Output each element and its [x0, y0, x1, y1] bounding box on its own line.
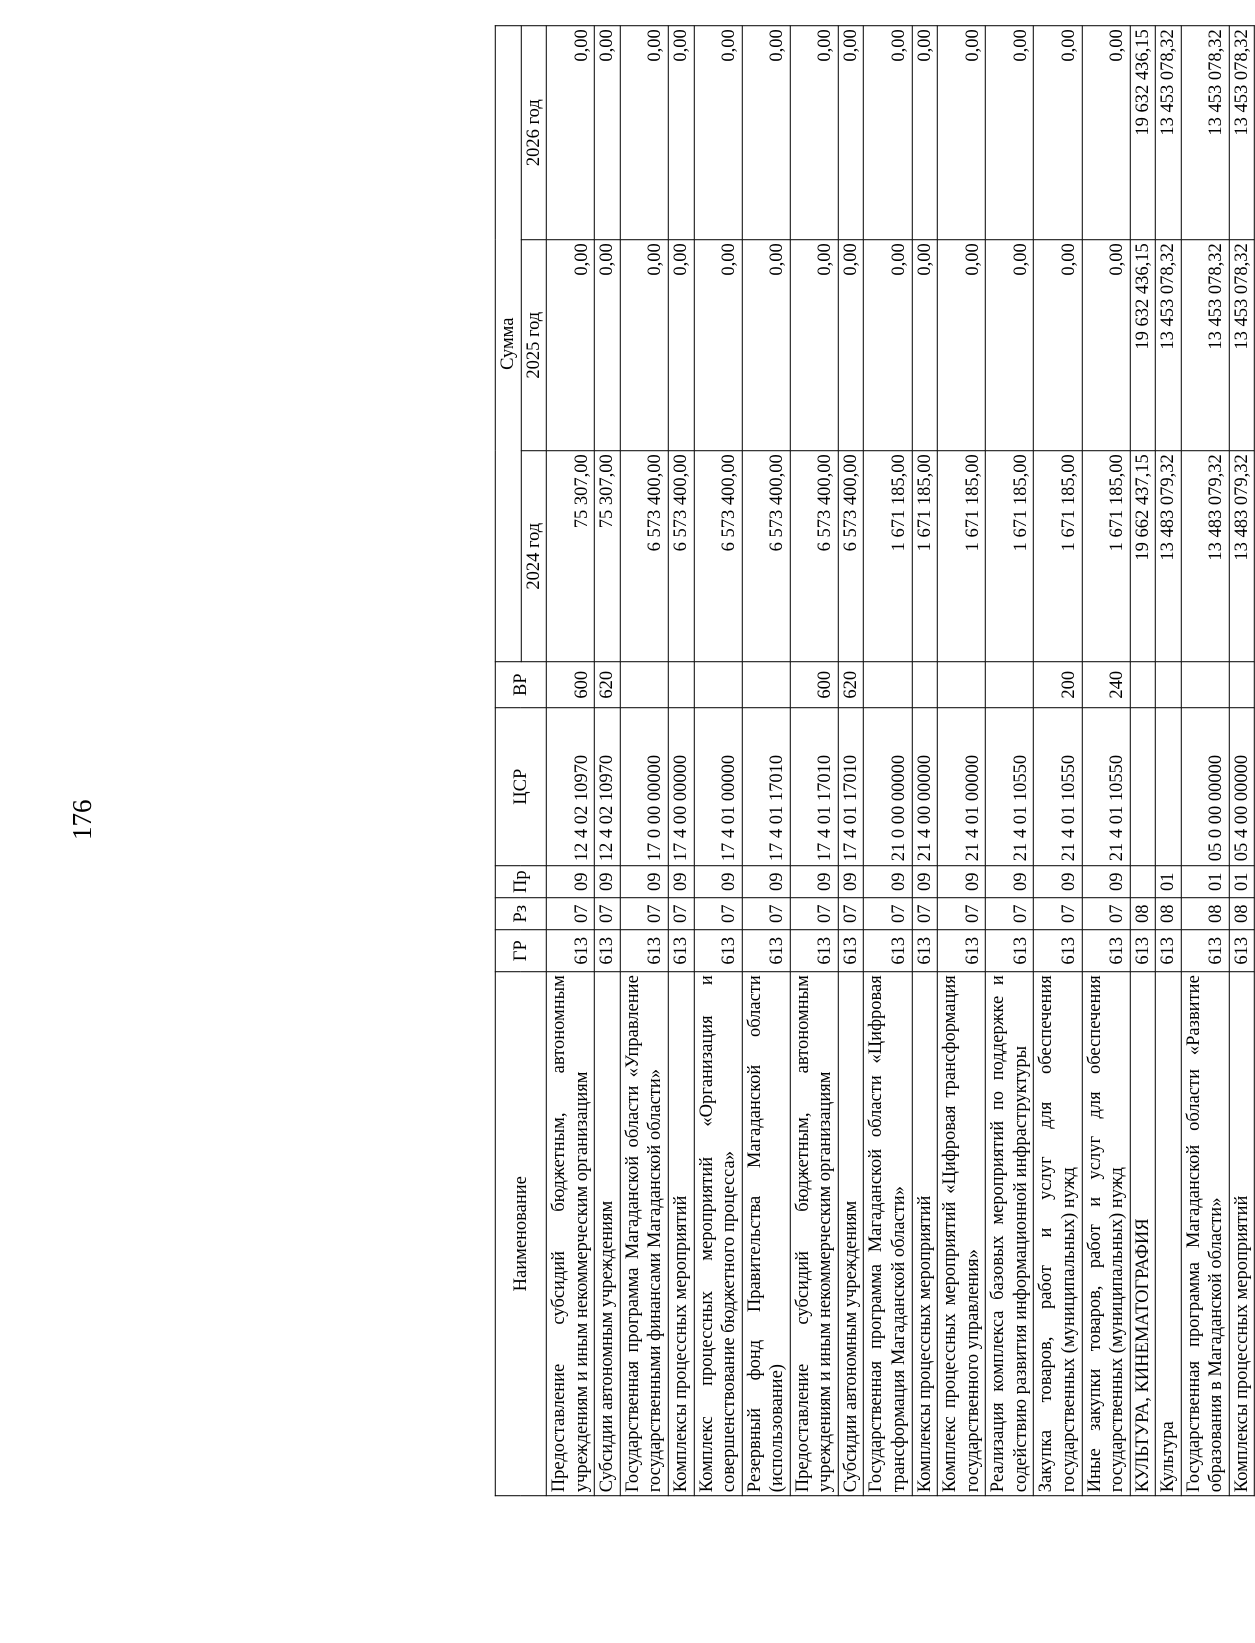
cell-pr: 09 — [694, 866, 742, 898]
cell-amount-2025: 0,00 — [694, 240, 742, 451]
cell-amount-2024: 1 671 185,00 — [937, 451, 985, 662]
cell-amount-2026: 0,00 — [694, 26, 742, 240]
cell-csr: 21 4 01 00000 — [937, 708, 985, 866]
cell-rz: 08 — [1229, 898, 1255, 930]
cell-gr: 613 — [1181, 930, 1229, 972]
cell-name: Реализация комплекса базовых мероприятий по поддержке и содействию развития информационной инфраструктуры — [986, 972, 1034, 1496]
cell-vr — [912, 662, 938, 708]
cell-pr — [1130, 866, 1156, 898]
cell-amount-2025: 0,00 — [1082, 240, 1130, 451]
cell-vr — [620, 662, 668, 708]
cell-gr: 613 — [1034, 930, 1082, 972]
cell-name: Комплексы процессных мероприятий — [912, 972, 938, 1496]
cell-rz: 07 — [986, 898, 1034, 930]
cell-name: Государственная программа Магаданской области «Цифровая трансформация Магаданской области» — [864, 972, 912, 1496]
table-row — [912, 26, 938, 1496]
cell-gr: 613 — [1130, 930, 1156, 972]
header-year-2024: 2024 год — [521, 451, 547, 662]
cell-vr — [668, 662, 694, 708]
cell-rz: 08 — [1130, 898, 1156, 930]
cell-vr — [1130, 662, 1156, 708]
cell-vr — [1155, 662, 1181, 708]
cell-amount-2024: 6 573 400,00 — [838, 451, 864, 662]
cell-amount-2025: 0,00 — [595, 240, 621, 451]
cell-gr: 613 — [790, 930, 838, 972]
cell-vr: 620 — [595, 662, 621, 708]
cell-csr: 17 4 01 17010 — [742, 708, 790, 866]
cell-amount-2024: 13 483 079,32 — [1181, 451, 1229, 662]
cell-pr: 09 — [838, 866, 864, 898]
table-row — [937, 26, 985, 1496]
cell-csr: 21 4 01 10550 — [1082, 708, 1130, 866]
cell-vr: 200 — [1034, 662, 1082, 708]
cell-amount-2025: 0,00 — [620, 240, 668, 451]
cell-pr: 09 — [912, 866, 938, 898]
table-row — [694, 26, 742, 1496]
cell-rz: 07 — [742, 898, 790, 930]
cell-amount-2025: 13 453 078,32 — [1155, 240, 1181, 451]
table-row — [838, 26, 864, 1496]
cell-csr: 17 0 00 00000 — [620, 708, 668, 866]
cell-vr: 600 — [546, 662, 594, 708]
cell-rz: 07 — [838, 898, 864, 930]
table-row — [1155, 26, 1181, 1496]
header-year-2025: 2025 год — [521, 240, 547, 451]
cell-name: Резервный фонд Правительства Магаданской области (использование) — [742, 972, 790, 1496]
cell-amount-2024: 75 307,00 — [546, 451, 594, 662]
cell-csr: 17 4 01 17010 — [838, 708, 864, 866]
cell-vr: 620 — [838, 662, 864, 708]
cell-amount-2026: 0,00 — [838, 26, 864, 240]
cell-csr: 21 4 00 00000 — [912, 708, 938, 866]
cell-gr: 613 — [864, 930, 912, 972]
cell-amount-2026: 0,00 — [790, 26, 838, 240]
cell-csr — [1130, 708, 1156, 866]
cell-amount-2026: 0,00 — [986, 26, 1034, 240]
table-row — [742, 26, 790, 1496]
cell-rz: 07 — [668, 898, 694, 930]
cell-rz: 07 — [694, 898, 742, 930]
cell-amount-2025: 0,00 — [937, 240, 985, 451]
cell-gr: 613 — [694, 930, 742, 972]
cell-csr: 21 4 01 10550 — [1034, 708, 1082, 866]
cell-amount-2026: 0,00 — [864, 26, 912, 240]
cell-csr: 12 4 02 10970 — [595, 708, 621, 866]
cell-vr — [986, 662, 1034, 708]
cell-name: Комплекс процессных мероприятий «Организация и совершенствование бюджетного процесса» — [694, 972, 742, 1496]
cell-amount-2024: 6 573 400,00 — [694, 451, 742, 662]
cell-pr: 09 — [986, 866, 1034, 898]
cell-amount-2025: 0,00 — [668, 240, 694, 451]
table-row — [668, 26, 694, 1496]
cell-pr: 09 — [864, 866, 912, 898]
cell-amount-2025: 0,00 — [986, 240, 1034, 451]
cell-pr: 09 — [595, 866, 621, 898]
cell-pr: 09 — [790, 866, 838, 898]
cell-amount-2024: 6 573 400,00 — [620, 451, 668, 662]
header-csr: ЦСР — [495, 708, 546, 866]
cell-amount-2025: 19 632 436,15 — [1130, 240, 1156, 451]
cell-amount-2024: 1 671 185,00 — [1034, 451, 1082, 662]
cell-name: Субсидии автономным учреждениям — [838, 972, 864, 1496]
cell-rz: 07 — [912, 898, 938, 930]
cell-rz: 07 — [595, 898, 621, 930]
cell-csr: 17 4 01 17010 — [790, 708, 838, 866]
cell-csr — [1155, 708, 1181, 866]
cell-amount-2026: 19 632 436,15 — [1130, 26, 1156, 240]
cell-amount-2024: 1 671 185,00 — [912, 451, 938, 662]
header-rz: Рз — [495, 898, 546, 930]
cell-amount-2025: 13 453 078,32 — [1229, 240, 1255, 451]
cell-gr: 613 — [620, 930, 668, 972]
cell-pr: 09 — [937, 866, 985, 898]
cell-amount-2025: 0,00 — [546, 240, 594, 451]
cell-amount-2026: 0,00 — [912, 26, 938, 240]
cell-pr: 09 — [620, 866, 668, 898]
cell-amount-2025: 0,00 — [864, 240, 912, 451]
cell-vr: 600 — [790, 662, 838, 708]
cell-gr: 613 — [986, 930, 1034, 972]
cell-name: Предоставление субсидий бюджетным, автономным учреждениям и иным некоммерческим организациям — [790, 972, 838, 1496]
cell-vr — [1229, 662, 1255, 708]
cell-amount-2024: 75 307,00 — [595, 451, 621, 662]
budget-table — [495, 25, 1255, 1496]
cell-gr: 613 — [937, 930, 985, 972]
cell-vr: 240 — [1082, 662, 1130, 708]
budget-table-container — [495, 26, 1255, 1496]
cell-rz: 07 — [864, 898, 912, 930]
table-row — [546, 26, 594, 1496]
cell-name: КУЛЬТУРА, КИНЕМАТОГРАФИЯ — [1130, 972, 1156, 1496]
cell-csr: 21 4 01 10550 — [986, 708, 1034, 866]
cell-csr: 17 4 01 00000 — [694, 708, 742, 866]
cell-gr: 613 — [668, 930, 694, 972]
cell-amount-2025: 0,00 — [912, 240, 938, 451]
cell-amount-2025: 13 453 078,32 — [1181, 240, 1229, 451]
table-row — [1229, 26, 1255, 1496]
cell-pr: 09 — [668, 866, 694, 898]
cell-amount-2024: 1 671 185,00 — [864, 451, 912, 662]
table-row — [1181, 26, 1229, 1496]
cell-gr: 613 — [1082, 930, 1130, 972]
cell-rz: 07 — [1034, 898, 1082, 930]
cell-rz: 07 — [546, 898, 594, 930]
page-number: 176 — [67, 799, 97, 840]
cell-csr: 17 4 00 00000 — [668, 708, 694, 866]
cell-pr: 01 — [1181, 866, 1229, 898]
cell-name: Закупка товаров, работ и услуг для обеспечения государственных (муниципальных) нужд — [1034, 972, 1082, 1496]
header-vr: ВР — [495, 662, 546, 708]
table-row — [620, 26, 668, 1496]
cell-rz: 07 — [790, 898, 838, 930]
cell-amount-2026: 13 453 078,32 — [1155, 26, 1181, 240]
cell-amount-2026: 13 453 078,32 — [1181, 26, 1229, 240]
cell-amount-2026: 0,00 — [620, 26, 668, 240]
table-row — [595, 26, 621, 1496]
cell-name: Комплекс процессных мероприятий «Цифровая трансформация государственного управления» — [937, 972, 985, 1496]
cell-amount-2024: 6 573 400,00 — [742, 451, 790, 662]
header-sum: Сумма — [495, 26, 521, 662]
header-pr: Пр — [495, 866, 546, 898]
cell-name: Комплексы процессных мероприятий — [1229, 972, 1255, 1496]
cell-vr — [694, 662, 742, 708]
cell-gr: 613 — [595, 930, 621, 972]
cell-pr: 09 — [1082, 866, 1130, 898]
cell-pr: 01 — [1229, 866, 1255, 898]
cell-gr: 613 — [1229, 930, 1255, 972]
cell-csr: 05 0 00 00000 — [1181, 708, 1229, 866]
cell-amount-2025: 0,00 — [790, 240, 838, 451]
cell-rz: 07 — [620, 898, 668, 930]
cell-name: Государственная программа Магаданской области «Управление государственными финансами Магаданской области» — [620, 972, 668, 1496]
cell-vr — [864, 662, 912, 708]
cell-amount-2026: 0,00 — [595, 26, 621, 240]
cell-amount-2026: 0,00 — [1082, 26, 1130, 240]
cell-amount-2026: 0,00 — [1034, 26, 1082, 240]
cell-gr: 613 — [742, 930, 790, 972]
cell-csr: 12 4 02 10970 — [546, 708, 594, 866]
cell-amount-2026: 13 453 078,32 — [1229, 26, 1255, 240]
cell-amount-2024: 1 671 185,00 — [1082, 451, 1130, 662]
table-row — [864, 26, 912, 1496]
header-year-2026: 2026 год — [521, 26, 547, 240]
table-row — [1034, 26, 1082, 1496]
cell-csr: 21 0 00 00000 — [864, 708, 912, 866]
table-row — [790, 26, 838, 1496]
cell-name: Иные закупки товаров, работ и услуг для обеспечения государственных (муниципальных) нужд — [1082, 972, 1130, 1496]
table-body — [546, 26, 1254, 1496]
cell-amount-2024: 13 483 079,32 — [1229, 451, 1255, 662]
cell-amount-2024: 13 483 079,32 — [1155, 451, 1181, 662]
cell-name: Культура — [1155, 972, 1181, 1496]
cell-amount-2026: 0,00 — [668, 26, 694, 240]
cell-amount-2026: 0,00 — [742, 26, 790, 240]
header-gr: ГР — [495, 930, 546, 972]
table-header — [495, 26, 546, 1496]
cell-rz: 08 — [1155, 898, 1181, 930]
cell-gr: 613 — [912, 930, 938, 972]
cell-name: Субсидии автономным учреждениям — [595, 972, 621, 1496]
table-row — [1130, 26, 1156, 1496]
table-row — [986, 26, 1034, 1496]
header-name: Наименование — [495, 972, 546, 1496]
cell-amount-2024: 6 573 400,00 — [668, 451, 694, 662]
cell-rz: 07 — [937, 898, 985, 930]
cell-amount-2026: 0,00 — [546, 26, 594, 240]
cell-amount-2024: 6 573 400,00 — [790, 451, 838, 662]
cell-amount-2024: 1 671 185,00 — [986, 451, 1034, 662]
table-row — [1082, 26, 1130, 1496]
cell-rz: 07 — [1082, 898, 1130, 930]
cell-pr: 09 — [742, 866, 790, 898]
cell-vr — [1181, 662, 1229, 708]
cell-amount-2026: 0,00 — [937, 26, 985, 240]
cell-name: Государственная программа Магаданской области «Развитие образования в Магаданской области» — [1181, 972, 1229, 1496]
cell-vr — [742, 662, 790, 708]
cell-amount-2025: 0,00 — [742, 240, 790, 451]
cell-name: Предоставление субсидий бюджетным, автономным учреждениям и иным некоммерческим организациям — [546, 972, 594, 1496]
cell-gr: 613 — [838, 930, 864, 972]
cell-amount-2024: 19 662 437,15 — [1130, 451, 1156, 662]
cell-vr — [937, 662, 985, 708]
cell-pr: 09 — [1034, 866, 1082, 898]
cell-name: Комплексы процессных мероприятий — [668, 972, 694, 1496]
cell-amount-2025: 0,00 — [838, 240, 864, 451]
cell-csr: 05 4 00 00000 — [1229, 708, 1255, 866]
cell-rz: 08 — [1181, 898, 1229, 930]
cell-pr: 01 — [1155, 866, 1181, 898]
cell-amount-2025: 0,00 — [1034, 240, 1082, 451]
cell-gr: 613 — [1155, 930, 1181, 972]
cell-gr: 613 — [546, 930, 594, 972]
cell-pr: 09 — [546, 866, 594, 898]
